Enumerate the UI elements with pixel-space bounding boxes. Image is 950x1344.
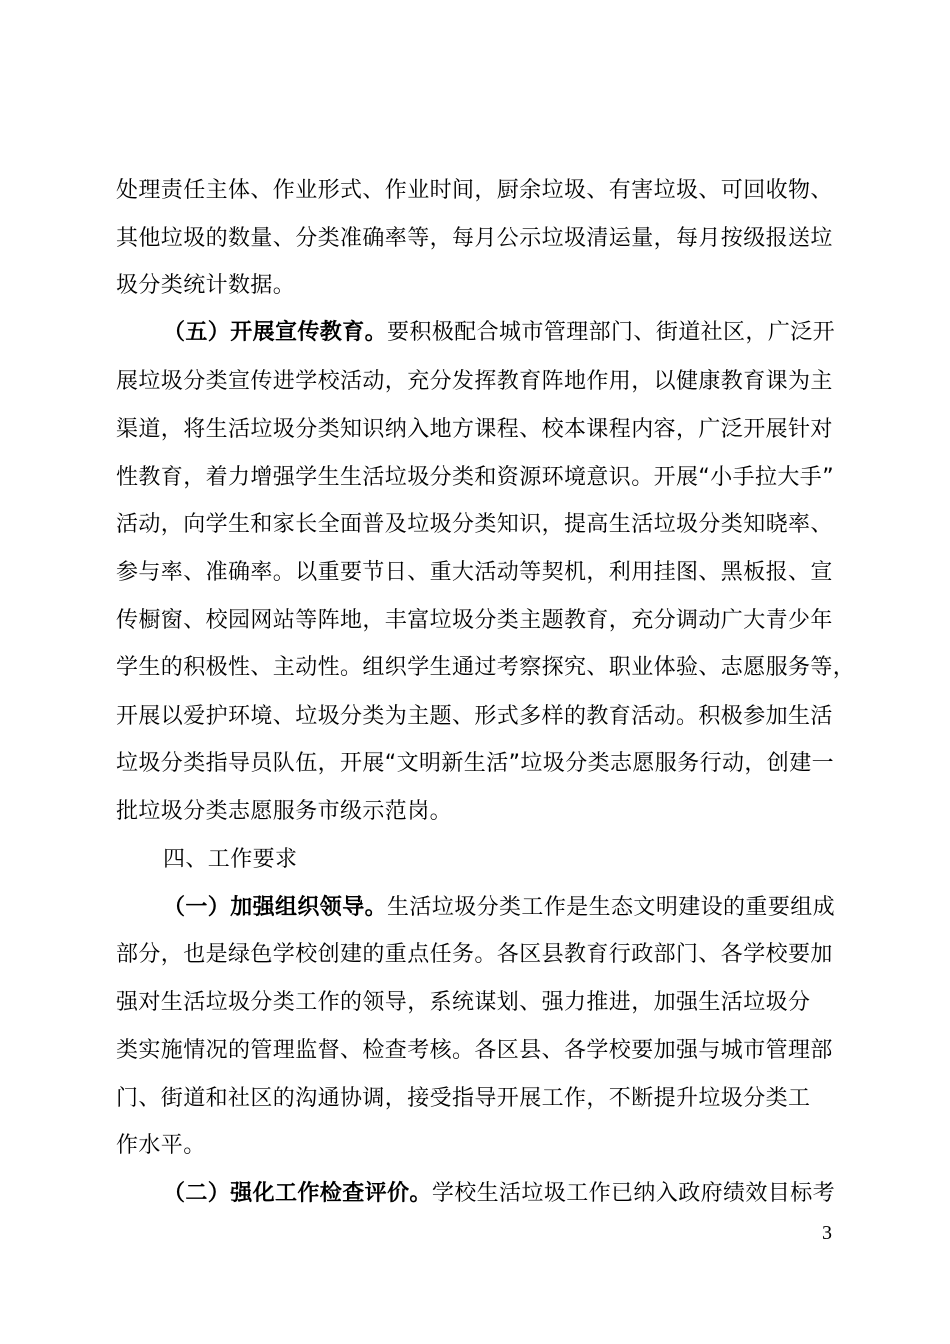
body-line: 传橱窗、校园网站等阵地，丰富垃圾分类主题教育，充分调动广大青少年: [116, 608, 833, 633]
body-line: 圾分类统计数据。: [116, 273, 296, 298]
body-line: 部分，也是绿色学校创建的重点任务。各区县教育行政部门、各学校要加: [116, 942, 833, 967]
body-line: 开展以爱护环境、垃圾分类为主题、形式多样的教育活动。积极参加生活: [116, 704, 833, 729]
section-heading: （一）加强组织领导。: [163, 895, 388, 920]
body-line: 处理责任主体、作业形式、作业时间，厨余垃圾、有害垃圾、可回收物、: [116, 178, 833, 203]
section-heading: （二）强化工作检查评价。: [163, 1181, 432, 1206]
body-line: 渠道，将生活垃圾分类知识纳入地方课程、校本课程内容，广泛开展针对: [116, 417, 833, 442]
section-text: 要积极配合城市管理部门、街道社区，广泛开: [387, 320, 836, 345]
section-paragraph-line: [163, 318, 835, 348]
section-text: 生活垃圾分类工作是生态文明建设的重要组成: [387, 895, 836, 920]
body-line: 垃圾分类指导员队伍，开展“文明新生活”垃圾分类志愿服务行动，创建一: [116, 751, 834, 776]
body-line: 参与率、准确率。以重要节日、重大活动等契机，利用挂图、黑板报、宣: [116, 560, 833, 585]
body-line: 活动，向学生和家长全面普及垃圾分类知识，提高生活垃圾分类知晓率、: [116, 512, 833, 537]
section-text: 学校生活垃圾工作已纳入政府绩效目标考: [431, 1181, 836, 1206]
body-line: 类实施情况的管理监督、检查考核。各区县、各学校要加强与城市管理部: [116, 1038, 833, 1063]
body-line: 学生的积极性、主动性。组织学生通过考察探究、职业体验、志愿服务等，: [116, 655, 856, 680]
body-line: 展垃圾分类宣传进学校活动，充分发挥教育阵地作用，以健康教育课为主: [116, 369, 833, 394]
body-line: 性教育，着力增强学生生活垃圾分类和资源环境意识。开展“小手拉大手”: [116, 465, 834, 490]
body-line: 其他垃圾的数量、分类准确率等，每月公示垃圾清运量，每月按级报送垃: [116, 226, 833, 251]
body-line: 门、街道和社区的沟通协调，接受指导开展工作，不断提升垃圾分类工: [116, 1086, 811, 1111]
body-line: 批垃圾分类志愿服务市级示范岗。: [116, 799, 453, 824]
page-number: 3: [822, 1222, 832, 1244]
section-paragraph-line: [163, 893, 835, 923]
section-heading: （五）开展宣传教育。: [163, 320, 388, 345]
body-line: 强对生活垃圾分类工作的领导，系统谋划、强力推进，加强生活垃圾分: [116, 990, 811, 1015]
section-title: 四、工作要求: [163, 847, 298, 872]
body-line: 作水平。: [116, 1133, 206, 1158]
section-paragraph-line: [163, 1179, 835, 1209]
